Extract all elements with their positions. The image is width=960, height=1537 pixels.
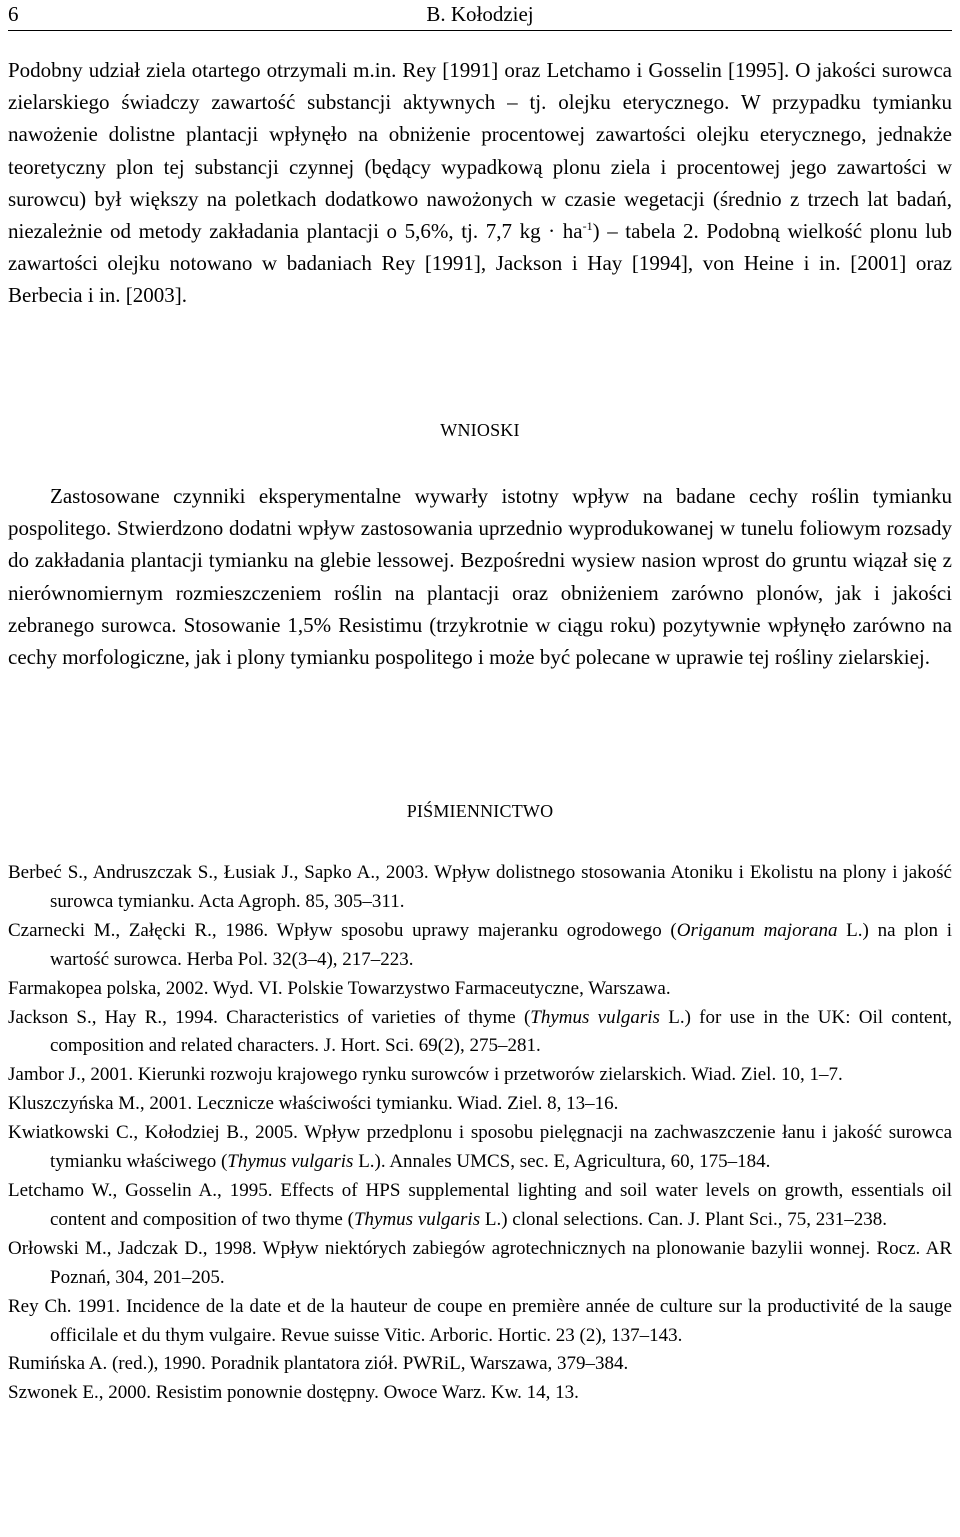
- reference-text: Farmakopea polska, 2002. Wyd. VI. Polskie Towarzystwo Farmaceutyczne, Warszawa.: [8, 977, 671, 999]
- references-heading: PIŚMIENNICTWO: [406, 801, 554, 821]
- reference-text: Orłowski M., Jadczak D., 1998. Wpływ niektórych zabiegów agrotechnicznych na plonowanie bazylii wonnej. Rocz. AR Poznań, 304, 201–205.: [8, 1237, 952, 1288]
- reference-entry: [8, 1379, 952, 1408]
- species-name: Thymus vulgaris: [353, 1208, 481, 1230]
- page: [8, 0, 952, 1404]
- species-name: Thymus vulgaris: [227, 1151, 354, 1173]
- paragraph-text: Podobny udział ziela otartego otrzymali m.in. Rey [1991] oraz Letchamo i Gosselin [1995]. O jakości surowca zielarskiego świadczy zawartość substancji aktywnych – tj. olejku eterycznego. W przypadku tymianku nawożenie dolistne plantacji wpłynęło na obniżenie procentowej zawartości olejku eterycznego, jednakże teoretyczny plon tej substancji czynnej (będący wypadkową plonu ziela i procentowej jego zawartości w surowcu) był większy na poletkach dodatkowo nawożonych w czasie wegetacji (średnio z trzech lat badań, niezależnie od metody zakładania plantacji o 5,6%, tj. 7,7 kg · ha: [8, 58, 952, 244]
- reference-text: Kwiatkowski C., Kołodziej B., 2005. Wpływ przedplonu i sposobu pielęgnacji na zachwaszczenie łanu i jakość surowca tymianku właściwego (: [8, 1122, 952, 1173]
- reference-text: L.). Annales UMCS, sec. E, Agricultura, 60, 175–184.: [353, 1151, 771, 1173]
- reference-text: Rey Ch. 1991. Incidence de la date et de la hauteur de coupe en première année de culture sur la productivité de la sauge officilale et du thym vulgaire. Revue suisse Vitic. Arboric. Hortic. 23 (2), 137–143.: [8, 1295, 952, 1346]
- reference-entry: [8, 1061, 952, 1090]
- reference-entry: [8, 1004, 952, 1062]
- page-header: [8, 0, 952, 31]
- reference-entry: [8, 1090, 952, 1119]
- reference-entry: [8, 1177, 952, 1235]
- reference-text: L.) clonal selections. Can. J. Plant Sci., 75, 231–238.: [480, 1208, 887, 1230]
- reference-entry: [8, 1119, 952, 1177]
- page-number: 6: [8, 2, 19, 26]
- references-list: [8, 859, 952, 1408]
- reference-text: L.) for use in the UK: Oil content, composition and related characters. J. Hort. Sci. 69(2), 275–281.: [50, 1006, 952, 1057]
- species-name: Thymus vulgaris: [530, 1006, 660, 1028]
- body-paragraph-1: [8, 54, 952, 312]
- reference-entry: [8, 975, 952, 1004]
- species-name: Origanum majorana: [676, 919, 838, 941]
- reference-text: Szwonek E., 2000. Resistim ponownie dostępny. Owoce Warz. Kw. 14, 13.: [8, 1382, 579, 1404]
- reference-text: Czarnecki M., Załęcki R., 1986. Wpływ sposobu uprawy majeranku ogrodowego (: [8, 919, 677, 941]
- reference-text: Letchamo W., Gosselin A., 1995. Effects of HPS supplemental lighting and soil water levels on growth, essentials oil content and composition of two thyme (: [8, 1179, 952, 1230]
- reference-entry: [8, 917, 952, 975]
- reference-text: L.) na plon i wartość surowca. Herba Pol. 32(3–4), 217–223.: [50, 919, 952, 970]
- running-title: B. Kołodziej: [426, 2, 534, 26]
- reference-text: Rumińska A. (red.), 1990. Poradnik plantatora ziół. PWRiL, Warszawa, 379–384.: [8, 1353, 629, 1375]
- paragraph-text-continued: ) – tabela 2. Podobną wielkość plonu lub zawartości olejku notowano w badaniach Rey [1991], Jackson i Hay [1994], von Heine i in. [2001] oraz Berbecia i in. [2003].: [8, 219, 952, 308]
- reference-text: Jackson S., Hay R., 1994. Characteristics of varieties of thyme (: [8, 1006, 531, 1028]
- reference-text: Jambor J., 2001. Kierunki rozwoju krajowego rynku surowców i przetworów zielarskich. Wiad. Ziel. 10, 1–7.: [8, 1064, 843, 1086]
- reference-text: Berbeć S., Andruszczak S., Łusiak J., Sapko A., 2003. Wpływ dolistnego stosowania Atoniku i Ekolistu na plony i jakość surowca tymianku. Acta Agroph. 85, 305–311.: [8, 862, 952, 912]
- superscript: -1: [582, 219, 593, 234]
- reference-text: Kluszczyńska M., 2001. Lecznicze właściwości tymianku. Wiad. Ziel. 8, 13–16.: [8, 1093, 619, 1115]
- reference-entry: [8, 859, 952, 917]
- reference-entry: [8, 1350, 952, 1379]
- reference-entry: [8, 1235, 952, 1293]
- conclusions-heading: WNIOSKI: [440, 420, 520, 440]
- reference-entry: [8, 1293, 952, 1351]
- conclusions-paragraph: Zastosowane czynniki eksperymentalne wywarły istotny wpływ na badane cechy roślin tymianku pospolitego. Stwierdzono dodatni wpływ zastosowania uprzednio wyprodukowanej w tunelu foliowym rozsady do zakładania plantacji tymianku na glebie lessowej. Bezpośredni wysiew nasion wprost do gruntu wiązał się z nierównomiernym rozmieszczeniem roślin na plantacji oraz obniżeniem zarówno plonów, jak i jakości zebranego surowca. Stosowanie 1,5% Resistimu (trzykrotnie w ciągu roku) pozytywnie wpłynęło zarówno na cechy morfologiczne, jak i plony tymianku pospolitego i może być polecane w uprawie tej rośliny zielarskiej.: [8, 484, 952, 670]
